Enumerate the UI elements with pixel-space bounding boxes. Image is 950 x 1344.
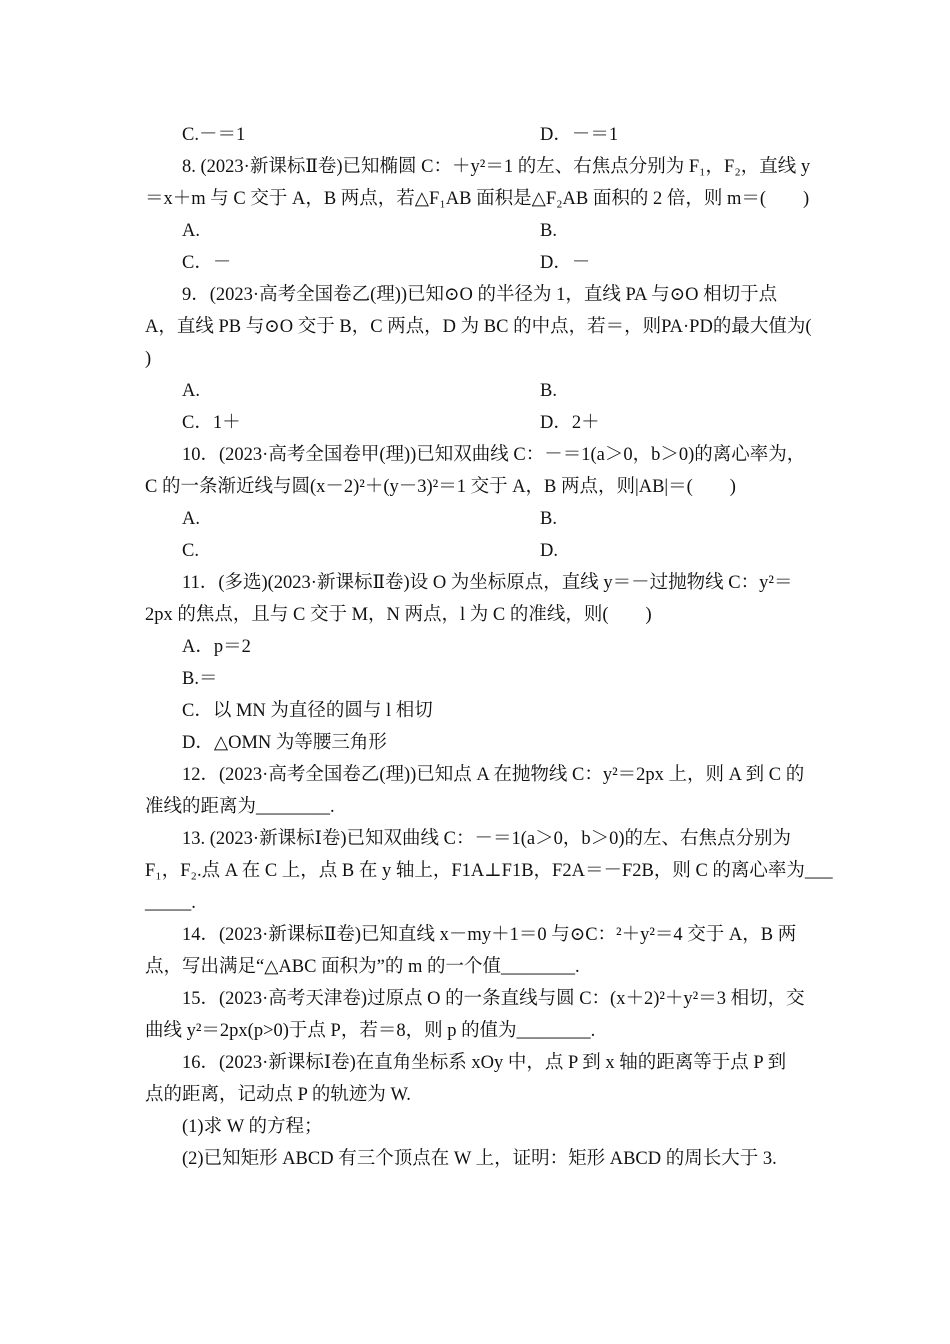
- text-line: 准线的距离为________.: [145, 797, 335, 817]
- text-line: 8. (2023·新课标Ⅱ卷)已知椭圆 C：＋y²＝1 的左、右焦点分别为 F₁，F₂，直线 y: [182, 157, 811, 177]
- text-line: ): [145, 349, 152, 369]
- text-line: 14．(2023·新课标Ⅱ卷)已知直线 x－my＋1＝0 与⊙C：²＋y²＝4 交于 A，B 两: [182, 925, 797, 945]
- option-right-column: D．2＋: [540, 413, 600, 433]
- text-line: C.－＝1: [182, 125, 246, 145]
- text-line: C．以 MN 为直径的圆与 l 相切: [182, 701, 433, 721]
- text-line: _____.: [145, 893, 196, 913]
- option-right-column: B.: [540, 221, 557, 241]
- text-line: B.＝: [182, 669, 218, 689]
- text-line: (1)求 W 的方程；: [182, 1117, 323, 1137]
- text-line: A.: [182, 221, 200, 241]
- text-line: D．△OMN 为等腰三角形: [182, 733, 387, 753]
- option-right-column: D.: [540, 541, 558, 561]
- text-line: A.: [182, 509, 200, 529]
- text-line: C．－: [182, 253, 232, 273]
- text-line: 点的距离，记动点 P 的轨迹为 W.: [145, 1085, 411, 1105]
- text-line: C 的一条渐近线与圆(x－2)²＋(y－3)²＝1 交于 A，B 两点，则|AB|＝( ): [145, 477, 736, 497]
- option-right-column: D．－: [540, 253, 591, 273]
- text-line: F₁，F₂.点 A 在 C 上，点 B 在 y 轴上，F1A⊥F1B，F2A＝－F2B，则 C 的离心率为___: [145, 861, 833, 881]
- text-line: 9．(2023·高考全国卷乙(理))已知⊙O 的半径为 1，直线 PA 与⊙O 相切于点: [182, 285, 778, 305]
- text-line: C．1＋: [182, 413, 241, 433]
- text-line: (2)已知矩形 ABCD 有三个顶点在 W 上，证明：矩形 ABCD 的周长大于 3.: [182, 1149, 777, 1169]
- text-line: 曲线 y²＝2px(p>0)于点 P，若＝8，则 p 的值为________.: [145, 1021, 596, 1041]
- option-right-column: B.: [540, 509, 557, 529]
- option-right-column: B.: [540, 381, 557, 401]
- text-line: 10．(2023·高考全国卷甲(理))已知双曲线 C：－＝1(a＞0，b＞0)的离心率为，: [182, 445, 806, 465]
- text-line: 16．(2023·新课标Ⅰ卷)在直角坐标系 xOy 中，点 P 到 x 轴的距离等于点 P 到: [182, 1053, 787, 1073]
- text-line: C.: [182, 541, 199, 561]
- text-line: 点，写出满足“△ABC 面积为”的 m 的一个值________.: [145, 957, 580, 977]
- text-line: A，直线 PB 与⊙O 交于 B，C 两点，D 为 BC 的中点，若＝，则PA·PD的最大值为(: [145, 317, 812, 337]
- text-line: 11．(多选)(2023·新课标Ⅱ卷)设 O 为坐标原点，直线 y＝－过抛物线 C：y²＝: [182, 573, 793, 593]
- text-line: A．p＝2: [182, 637, 251, 657]
- text-line: 12．(2023·高考全国卷乙(理))已知点 A 在抛物线 C：y²＝2px 上，则 A 到 C 的: [182, 765, 805, 785]
- option-right-column: D．－＝1: [540, 125, 619, 145]
- text-line: A.: [182, 381, 200, 401]
- text-line: 15．(2023·高考天津卷)过原点 O 的一条直线与圆 C：(x＋2)²＋y²＝3 相切，交: [182, 989, 805, 1009]
- text-line: 2px 的焦点，且与 C 交于 M，N 两点，l 为 C 的准线，则( ): [145, 605, 652, 625]
- text-line: 13. (2023·新课标Ⅰ卷)已知双曲线 C：－＝1(a＞0，b＞0)的左、右焦点分别为: [182, 829, 792, 849]
- text-line: ＝x＋m 与 C 交于 A，B 两点，若△F₁AB 面积是△F₂AB 面积的 2 倍，则 m＝( ): [145, 189, 810, 209]
